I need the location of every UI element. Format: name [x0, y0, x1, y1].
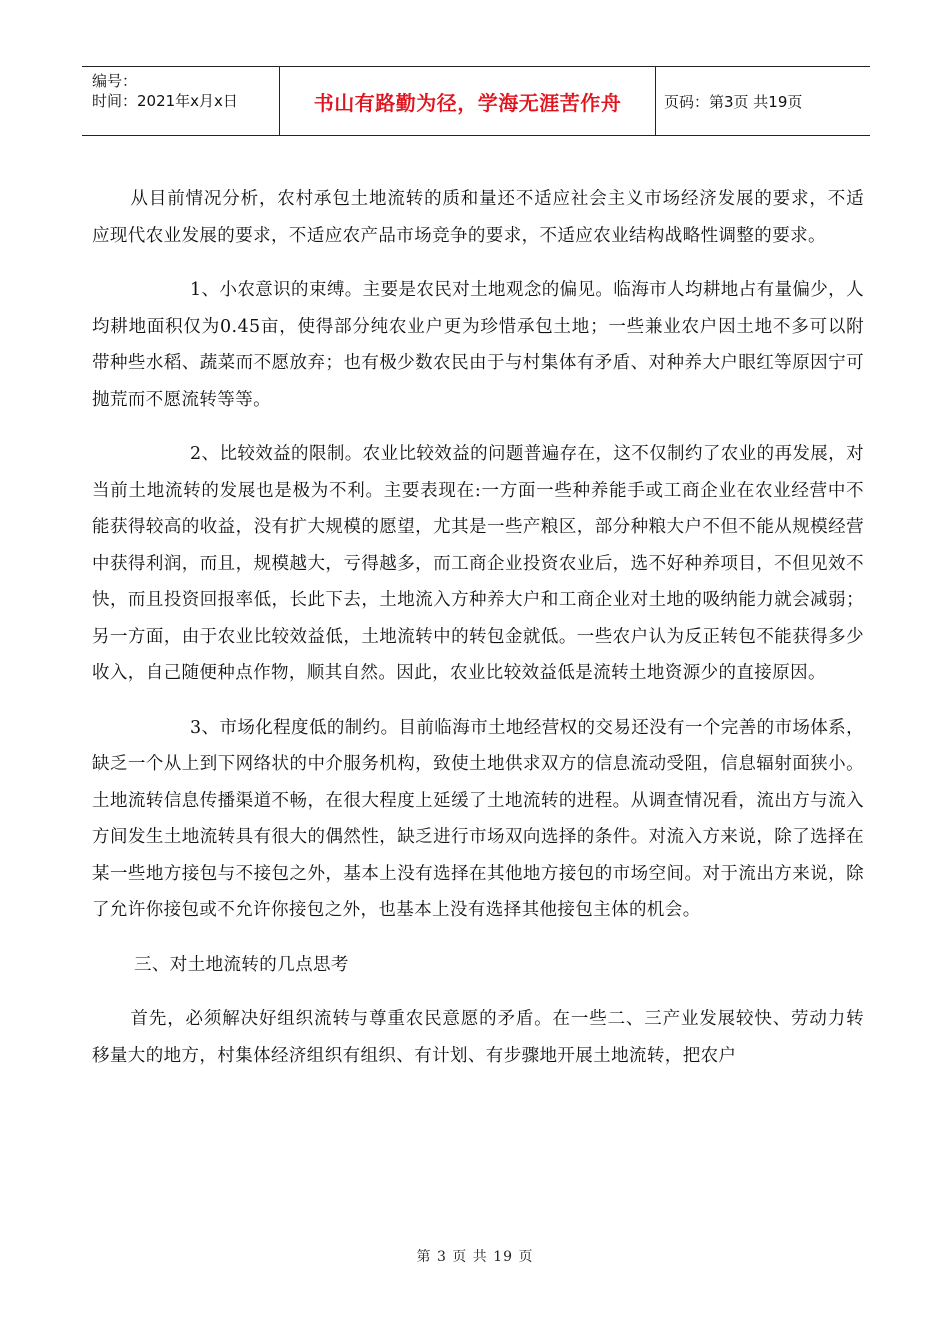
header-page-info: 页码：第3页 共19页 [664, 92, 803, 111]
document-body [92, 181, 864, 1074]
section-heading: 三、对土地流转的几点思考 [134, 954, 349, 975]
page-footer: 第 3 页 共 19 页 [416, 1249, 534, 1265]
paragraph-point-1: 1、小农意识的束缚。主要是农民对土地观念的偏见。临海市人均耕地占有量偏少，人均耕地面积仅为0.45亩，使得部分纯农业户更为珍惜承包土地；一些兼业农户因土地不多可以附带种些水稻、蔬菜而不愿放弃；也有极少数农民由于与村集体有矛盾、对种养大户眼红等原因宁可抛荒而不愿流转等等。 [92, 280, 864, 410]
paragraph-point-2: 2、比较效益的限制。农业比较效益的问题普遍存在，这不仅制约了农业的再发展，对当前土地流转的发展也是极为不利。主要表现在:一方面一些种养能手或工商企业在农业经营中不能获得较高的收益，没有扩大规模的愿望，尤其是一些产粮区，部分种粮大户不但不能从规模经营中获得利润，而且，规模越大，亏得越多，而工商企业投资农业后，选不好种养项目，不但见效不快，而且投资回报率低，长此下去，土地流入方种养大户和工商企业对土地的吸纳能力就会减弱；另一方面，由于农业比较效益低，土地流转中的转包金就低。一些农户认为反正转包不能获得多少收入，自己随便种点作物，顺其自然。因此，农业比较效益低是流转土地资源少的直接原因。 [92, 444, 864, 683]
document-number-label: 编号： [92, 72, 138, 90]
header-meta [82, 67, 280, 135]
paragraph-first-thought: 首先，必须解决好组织流转与尊重农民意愿的矛盾。在一些二、三产业发展较快、劳动力转移量大的地方，村集体经济组织有组织、有计划、有步骤地开展土地流转，把农户 [92, 1009, 864, 1066]
paragraph-point-3: 3、市场化程度低的制约。目前临海市土地经营权的交易还没有一个完善的市场体系，缺乏一个从上到下网络状的中介服务机构，致使土地供求双方的信息流动受阻，信息辐射面狭小。土地流转信息传播渠道不畅，在很大程度上延缓了土地流转的进程。从调查情况看，流出方与流入方间发生土地流转具有很大的偶然性，缺乏进行市场双向选择的条件。对流入方来说，除了选择在某一些地方接包与不接包之外，基本上没有选择在其他地方接包的市场空间。对于流出方来说，除了允许你接包或不允许你接包之外，也基本上没有选择其他接包主体的机会。 [92, 717, 864, 920]
header-motto: 书山有路勤为径，学海无涯苦作舟 [280, 67, 656, 135]
page-header [82, 66, 870, 136]
document-time-label: 时间：2021年x月x日 [92, 92, 238, 110]
paragraph-intro: 从目前情况分析，农村承包土地流转的质和量还不适应社会主义市场经济发展的要求，不适应现代农业发展的要求，不适应农产品市场竞争的要求，不适应农业结构战略性调整的要求。 [92, 189, 864, 246]
